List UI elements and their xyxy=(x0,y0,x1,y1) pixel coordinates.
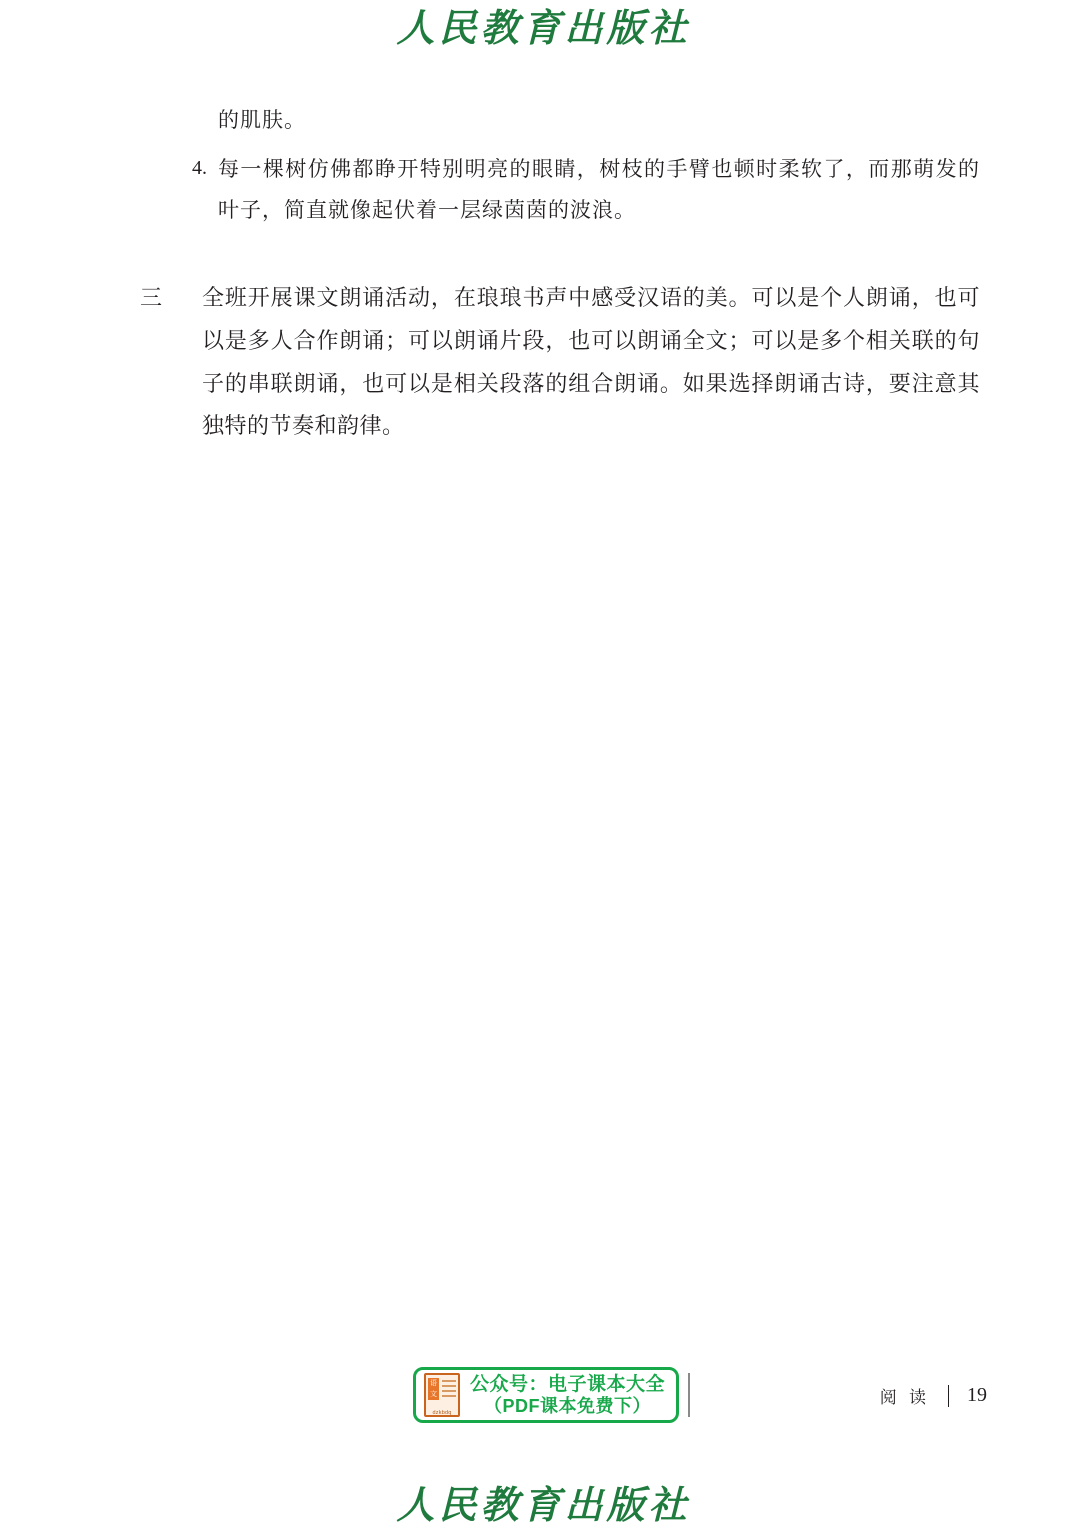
book-icon-sublabel: dzkbdq xyxy=(432,1410,452,1416)
promo-text xyxy=(467,1374,668,1417)
exercise-marker: 三 xyxy=(140,284,164,310)
list-item xyxy=(140,149,980,231)
exercise-item xyxy=(140,277,980,449)
promo-line-1: 公众号：电子课本大全 xyxy=(469,1373,665,1395)
promo-line-2: （PDF课本免费下） xyxy=(484,1395,651,1416)
page-info xyxy=(880,1383,987,1408)
list-item-text: 每一棵树仿佛都睁开特别明亮的眼睛，树枝的手臂也顿时柔软了，而那萌发的叶子，简直就像起伏着一层绿茵茵的波浪。 xyxy=(218,156,980,222)
page-info-divider xyxy=(948,1385,949,1407)
page-footer xyxy=(0,1355,1087,1535)
section-label: 阅 读 xyxy=(879,1388,930,1407)
book-icon xyxy=(424,1373,460,1417)
book-icon-label: 语文 xyxy=(430,1380,437,1398)
list-item-marker: 4. xyxy=(192,156,207,179)
exercise-text: 全班开展课文朗诵活动，在琅琅书声中感受汉语的美。可以是个人朗诵，也可以是多人合作朗诵；可以朗诵片段，也可以朗诵全文；可以是多个相关联的句子的串联朗诵，也可以是相关段落的组合朗诵。如果选择朗诵古诗，要注意其独特的节奏和韵律。 xyxy=(202,284,980,439)
publisher-logo-bottom: 人民教育出版社 xyxy=(396,1485,691,1527)
page-body xyxy=(140,100,980,448)
page-number: 19 xyxy=(967,1384,987,1406)
badge-divider xyxy=(688,1373,690,1417)
continued-text-line: 的肌肤。 xyxy=(218,108,306,132)
publisher-logo-top: 人民教育出版社 xyxy=(396,8,691,50)
promo-badge[interactable] xyxy=(413,1367,679,1423)
